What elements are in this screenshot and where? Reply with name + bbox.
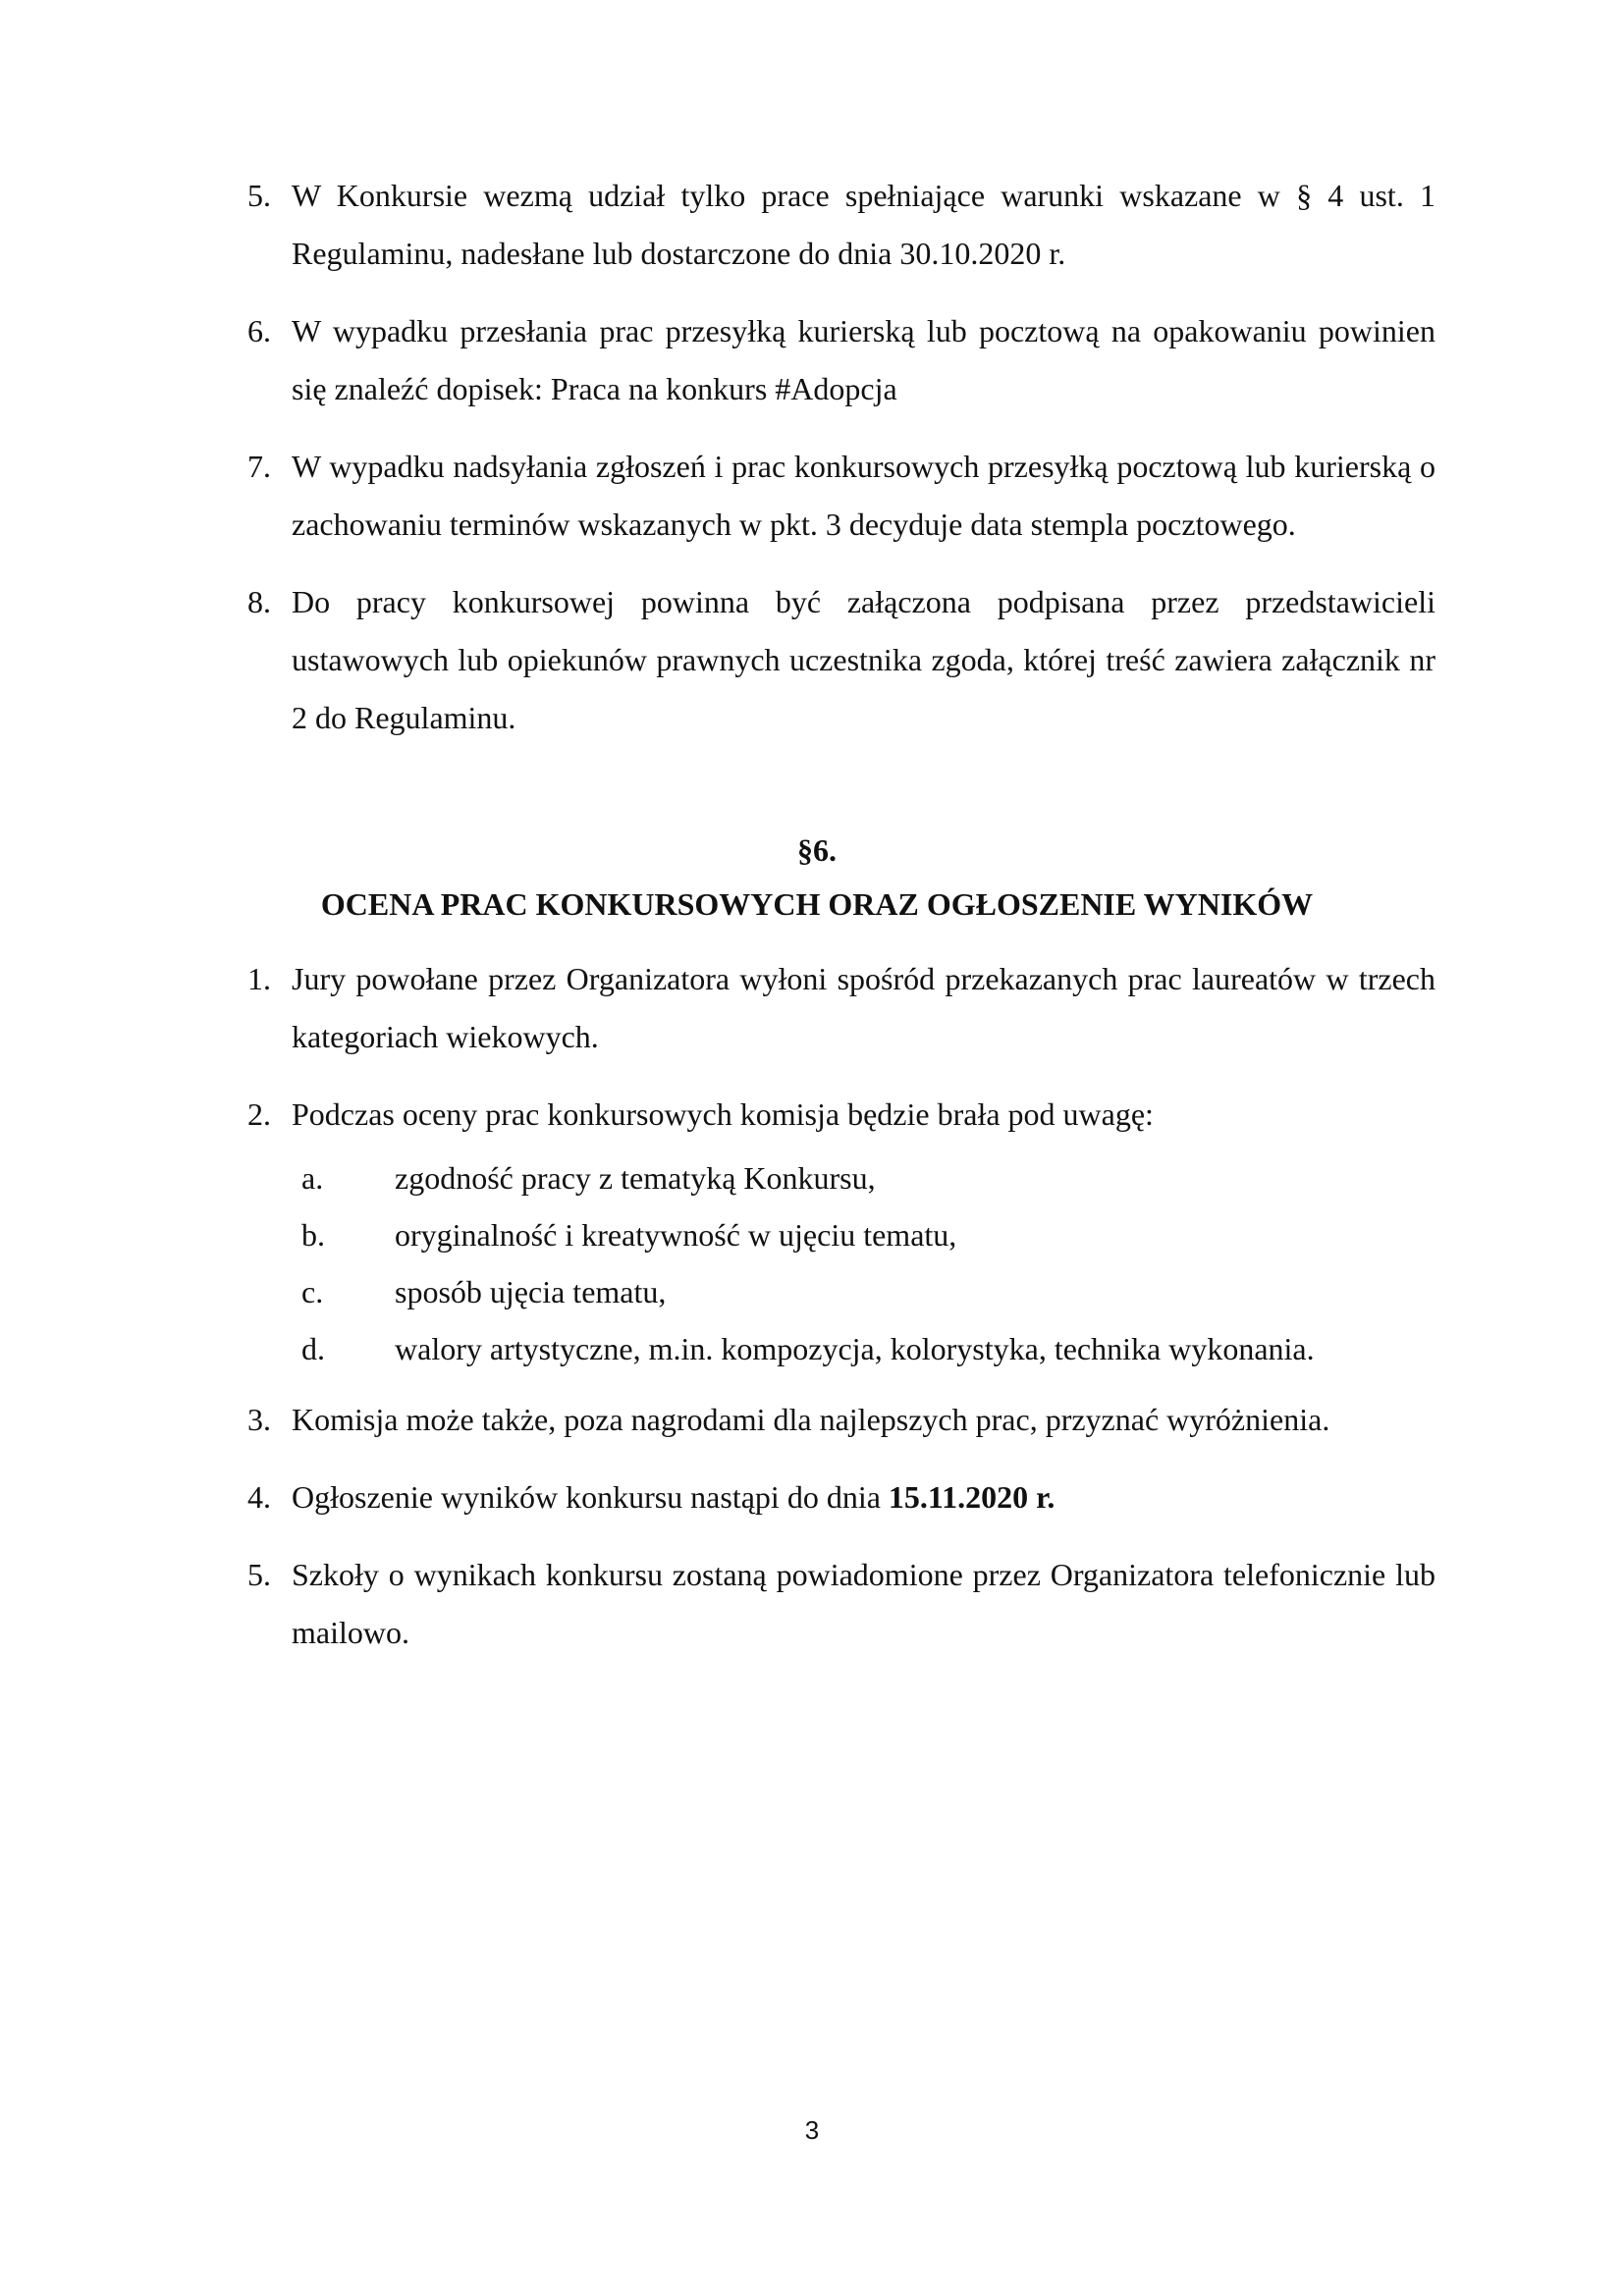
criteria-item — [301, 1149, 1435, 1206]
item-number: 1. — [247, 961, 271, 996]
criteria-letter: d. — [301, 1331, 325, 1366]
item-text: W wypadku nadsyłania zgłoszeń i prac konkursowych przesyłką pocztową lub kurierską o zachowaniu terminów wskazanych w pkt. 3 decyduje data stempla pocztowego. — [292, 449, 1435, 542]
criteria-text: zgodność pracy z tematyką Konkursu, — [395, 1160, 876, 1196]
item-text: W Konkursie wezmą udział tylko prace spełniające warunki wskazane w § 4 ust. 1 Regulaminu, nadesłane lub dostarczone do dnia 30.10.2020 r. — [292, 178, 1435, 271]
item-text: Komisja może także, poza nagrodami dla najlepszych prac, przyznać wyróżnienia. — [292, 1402, 1330, 1437]
item-number: 5. — [247, 1557, 271, 1592]
criteria-letter: c. — [301, 1274, 324, 1309]
list-item — [247, 167, 1435, 283]
section-number: §6. — [797, 832, 837, 868]
item-text: Jury powołane przez Organizatora wyłoni spośród przekazanych prac laureatów w trzech kategoriach wiekowych. — [292, 961, 1435, 1054]
item-number: 6. — [247, 313, 271, 348]
item-text: Szkoły o wynikach konkursu zostaną powiadomione przez Organizatora telefonicznie lub mailowo. — [292, 1557, 1435, 1650]
section-title: OCENA PRAC KONKURSOWYCH ORAZ OGŁOSZENIE WYNIKÓW — [320, 886, 1314, 922]
criteria-item — [301, 1320, 1435, 1377]
item-text — [292, 1468, 1435, 1526]
criteria-letter: b. — [301, 1217, 325, 1253]
criteria-text: sposób ujęcia tematu, — [395, 1274, 667, 1309]
list-item — [247, 573, 1435, 747]
list-item — [247, 1086, 1435, 1144]
item-text: W wypadku przesłania prac przesyłką kurierską lub pocztową na opakowaniu powinien się znaleźć dopisek: Praca na konkurs #Adopcja — [292, 313, 1435, 406]
item-number: 3. — [247, 1402, 271, 1437]
criteria-text: walory artystyczne, m.in. kompozycja, kolorystyka, technika wykonania. — [395, 1331, 1315, 1366]
criteria-text: oryginalność i kreatywność w ujęciu tematu, — [395, 1217, 957, 1253]
criteria-letter: a. — [301, 1160, 324, 1196]
evaluation-list — [247, 950, 1435, 1682]
results-date: 15.11.2020 r. — [888, 1479, 1056, 1515]
item-text: Do pracy konkursowej powinna być załączona podpisana przez przedstawicieli ustawowych lub opiekunów prawnych uczestnika zgoda, której treść zawiera załącznik nr 2 do Regulaminu. — [292, 584, 1435, 735]
list-item — [247, 1391, 1435, 1449]
criteria-list — [301, 1149, 1435, 1377]
rules-list-continued — [247, 167, 1435, 767]
item-text-plain: Ogłoszenie wyników konkursu nastąpi do dnia — [292, 1479, 889, 1515]
list-item — [247, 1546, 1435, 1662]
item-number: 5. — [247, 178, 271, 213]
criteria-item — [301, 1206, 1435, 1263]
item-text: Podczas oceny prac konkursowych komisja będzie brała pod uwagę: — [292, 1096, 1154, 1132]
criteria-item — [301, 1263, 1435, 1320]
page-number: 3 — [804, 2115, 820, 2145]
item-number: 8. — [247, 584, 271, 619]
list-item — [247, 1468, 1435, 1526]
list-item — [247, 438, 1435, 554]
item-number: 2. — [247, 1096, 271, 1132]
list-item — [247, 302, 1435, 418]
list-item — [247, 950, 1435, 1066]
item-number: 4. — [247, 1479, 271, 1515]
item-number: 7. — [247, 449, 271, 484]
